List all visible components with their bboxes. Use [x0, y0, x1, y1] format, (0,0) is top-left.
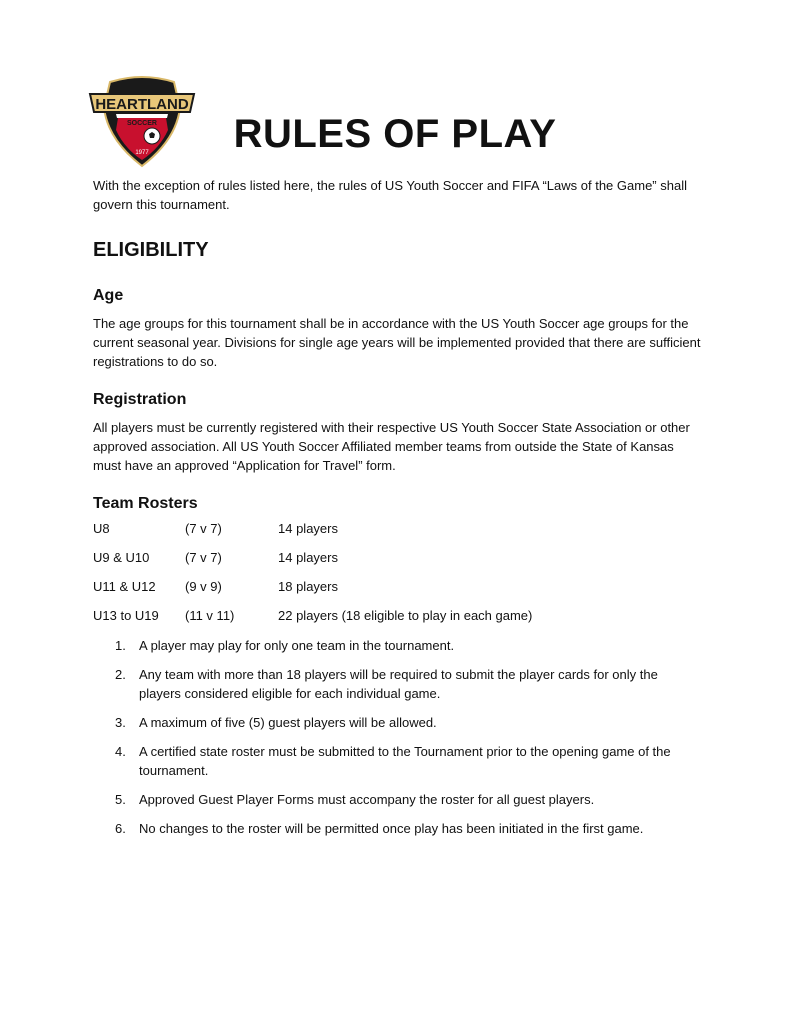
- list-item: [93, 713, 703, 732]
- heartland-soccer-logo: [88, 74, 196, 170]
- roster-rules-list: [93, 636, 703, 848]
- roster-age: U8: [93, 521, 110, 536]
- roster-age: U13 to U19: [93, 608, 159, 623]
- roster-format: (7 v 7): [185, 521, 222, 536]
- roster-format: (7 v 7): [185, 550, 222, 565]
- list-item: [93, 636, 703, 655]
- logo-year-text: 1977: [135, 150, 149, 156]
- roster-row: [93, 608, 693, 637]
- list-number: 5.: [115, 792, 126, 807]
- logo-brand-text: HEARTLAND: [95, 96, 189, 113]
- roster-table: [93, 521, 693, 637]
- roster-row: [93, 550, 693, 579]
- eligibility-heading: ELIGIBILITY: [93, 239, 209, 261]
- list-number: 1.: [115, 638, 126, 653]
- list-item: [93, 665, 703, 703]
- roster-row: [93, 579, 693, 608]
- age-paragraph: The age groups for this tournament shall be in accordance with the US Youth Soccer age groups for the current seasonal year. Divisions for single age years will be implemented provided that there are sufficient registrations to do so.: [93, 316, 701, 369]
- registration-heading: Registration: [93, 391, 187, 408]
- list-number: 4.: [115, 744, 126, 759]
- roster-players: 14 players: [278, 521, 338, 536]
- list-number: 3.: [115, 715, 126, 730]
- list-item: [93, 819, 703, 838]
- roster-players: 18 players: [278, 579, 338, 594]
- roster-format: (9 v 9): [185, 579, 222, 594]
- list-number: 6.: [115, 821, 126, 836]
- list-text: No changes to the roster will be permitted once play has been initiated in the first game.: [139, 821, 644, 836]
- intro-paragraph: With the exception of rules listed here, the rules of US Youth Soccer and FIFA “Laws of the Game” shall govern this tournament.: [93, 178, 687, 212]
- list-text: A certified state roster must be submitted to the Tournament prior to the opening game of the tournament.: [139, 744, 671, 778]
- age-heading: Age: [93, 287, 124, 304]
- roster-row: [93, 521, 693, 550]
- list-number: 2.: [115, 667, 126, 682]
- list-text: Approved Guest Player Forms must accompany the roster for all guest players.: [139, 792, 595, 807]
- roster-players: 14 players: [278, 550, 338, 565]
- list-text: Any team with more than 18 players will be required to submit the player cards for only the players considered eligible for each individual game.: [139, 667, 658, 701]
- roster-players: 22 players (18 eligible to play in each game): [278, 608, 533, 623]
- list-item: [93, 742, 703, 780]
- list-text: A player may play for only one team in the tournament.: [139, 638, 455, 653]
- page-title: RULES OF PLAY: [233, 112, 557, 156]
- roster-format: (11 v 11): [185, 608, 235, 623]
- roster-age: U11 & U12: [93, 579, 156, 594]
- roster-age: U9 & U10: [93, 550, 150, 565]
- list-item: [93, 790, 703, 809]
- list-text: A maximum of five (5) guest players will be allowed.: [139, 715, 437, 730]
- registration-paragraph: All players must be currently registered with their respective US Youth Soccer State Association or other approved association. All US Youth Soccer Affiliated member teams from outside the State of Kansas must have an approved “Application for Travel” form.: [93, 420, 690, 473]
- logo-sub-text: SOCCER: [127, 120, 157, 127]
- team-rosters-heading: Team Rosters: [93, 495, 198, 512]
